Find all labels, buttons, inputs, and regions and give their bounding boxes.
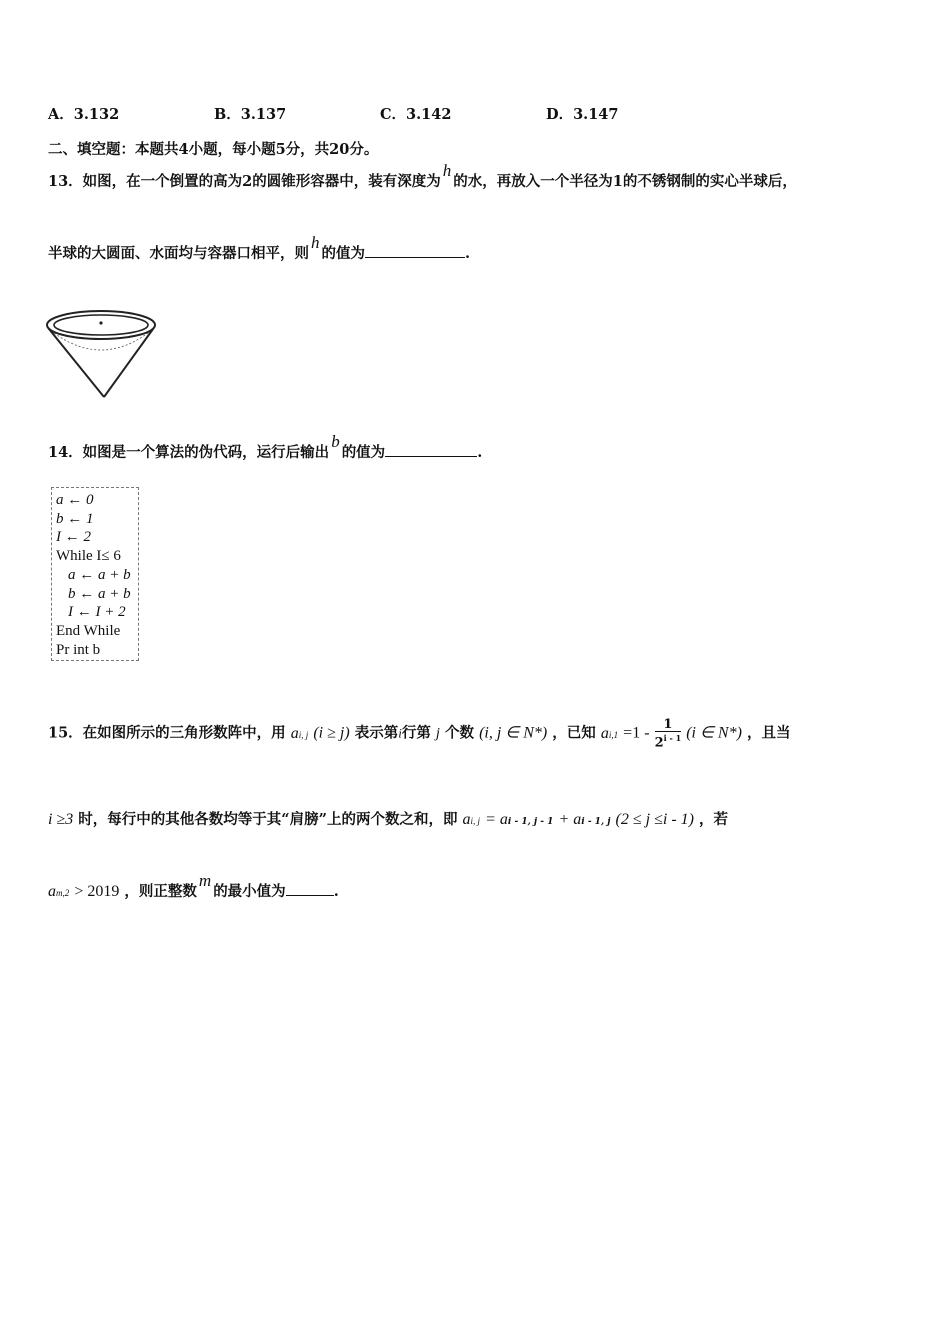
option-c: C．3.142 [380, 106, 452, 123]
code-line: I ← 2 [56, 529, 91, 546]
q15-line3: am,2 > 2019 ，则正整数m的最小值为 . [48, 871, 339, 900]
code-line: a ← 0 [56, 492, 94, 508]
section-heading: 二、填空题：本题共4小题，每小题5分，共20分。 [48, 141, 379, 158]
q14-answer-blank[interactable] [385, 456, 477, 457]
pseudocode-box [51, 487, 139, 661]
q15-line1: 15．在如图所示的三角形数阵中，用 ai, j (i ≥ j) 表示第i行第 j 个数 (i, j ∈ N*) ，已知 ai,1 =1 - $\frac{1}{2^{i - 1}}$ (i ∈ N*) ，且当 [48, 717, 791, 751]
code-line: b ← a + b [68, 585, 131, 602]
code-line: While I≤ 6 [56, 548, 121, 565]
code-line: I ← I + 2 [68, 604, 126, 621]
option-d: D．3.147 [546, 106, 619, 123]
q13-line2: 半球的大圆面、水面均与容器口相平，则h的值为 . [48, 233, 471, 262]
fraction: $\frac{1}{2^{i - 1}}$ [654, 717, 682, 751]
q14-line: 14．如图是一个算法的伪代码，运行后输出b的值为 . [48, 432, 483, 461]
q13-line1: 13．如图，在一个倒置的高为2的圆锥形容器中，装有深度为h的水，再放入一个半径为1的不锈钢制的实心半球后， [48, 161, 797, 190]
option-b: B．3.137 [214, 106, 287, 123]
q13-answer-blank[interactable] [365, 257, 465, 258]
q15-answer-blank[interactable] [286, 895, 334, 896]
code-line: End While [56, 622, 121, 639]
q15-line2: i ≥3 时，每行中的其他各数均等于其“肩膀”上的两个数之和，即 ai, j = ai - 1, j - 1 + ai - 1, j (2 ≤ j ≤i - 1) ，若 [48, 811, 729, 828]
code-line: a ← a + b [68, 566, 131, 583]
code-line: Pr int b [56, 641, 101, 658]
cone-figure [44, 305, 160, 405]
option-a: A．3.132 [48, 106, 120, 123]
code-line: b ← 1 [56, 510, 94, 527]
